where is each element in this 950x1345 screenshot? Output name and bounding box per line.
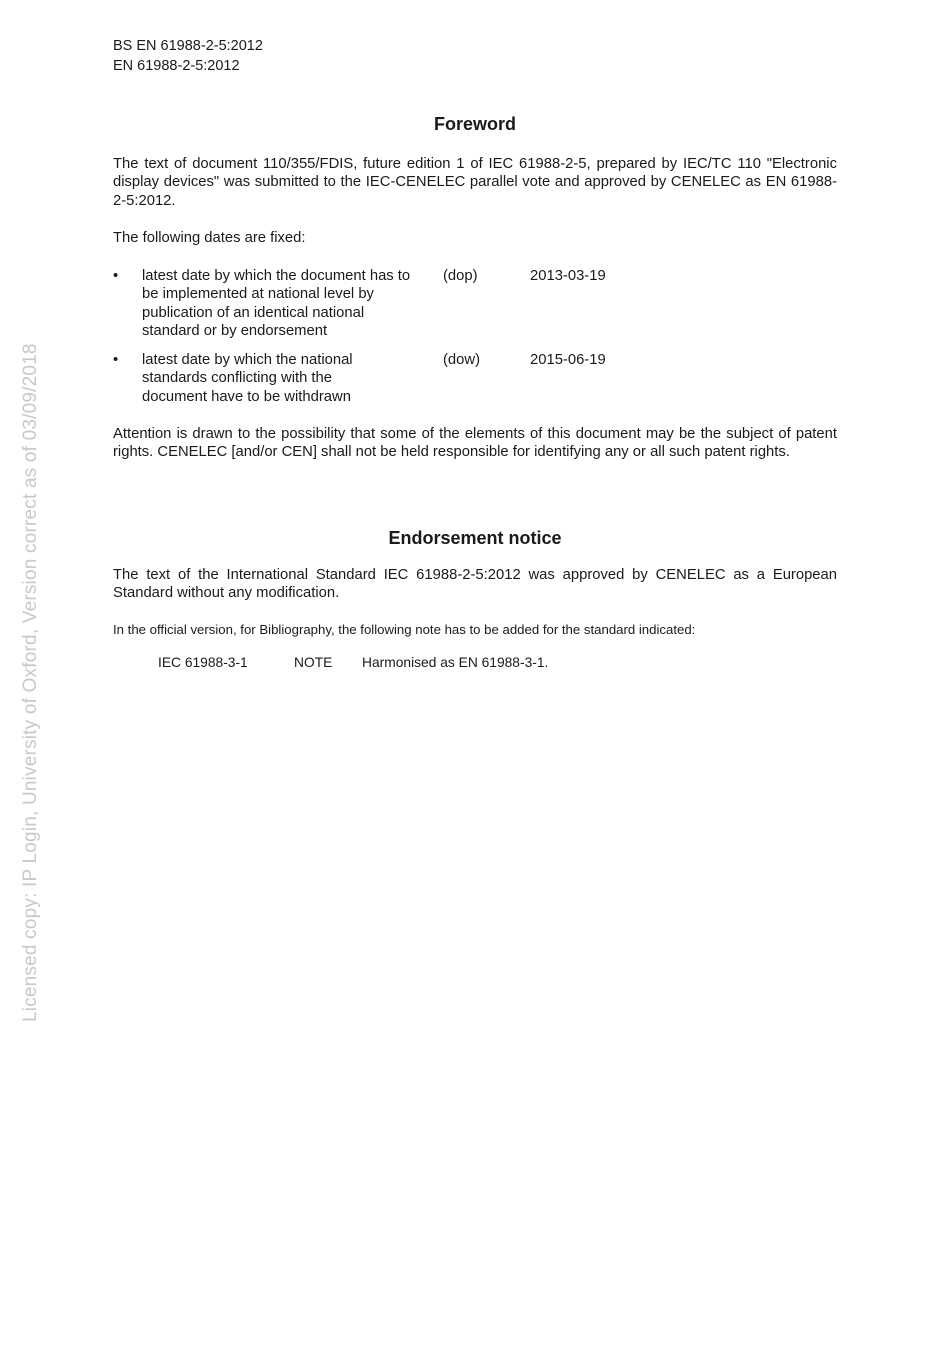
date-description: latest date by which the document has to be implemented at national level by publication of an identical national standard or by endorsement [142,268,411,340]
date-abbreviation: (dop) [443,268,478,284]
document-header [113,37,263,76]
date-value: 2015-06-19 [530,352,606,368]
note-text: Harmonised as EN 61988-3-1. [362,655,549,670]
foreword-intro: The text of document 110/355/FDIS, future edition 1 of IEC 61988-2-5, prepared by IEC/TC 110 "Electronic display devices" was submitted to the IEC-CENELEC parallel vote and approved by CENELEC as EN 61988-2-5:2012. [113,156,837,209]
date-description: latest date by which the national standards conflicting with the document have to be withdrawn [142,352,353,405]
foreword-title: Foreword [433,114,516,134]
bibliography-note [158,654,758,672]
header-standard-bs: BS EN 61988-2-5:2012 [113,38,263,54]
date-item-dop [113,267,837,341]
bullet-marker: • [113,352,119,368]
endorsement-title: Endorsement notice [388,528,562,548]
date-item-dow [113,351,837,407]
bibliography-intro: In the official version, for Bibliography, the following note has to be added for the standard indicated: [113,622,696,637]
header-standard-en: EN 61988-2-5:2012 [113,57,240,74]
date-abbreviation: (dow) [443,352,480,368]
note-standard: IEC 61988-3-1 [158,655,248,670]
dates-intro: The following dates are fixed: [113,230,306,246]
patent-attention: Attention is drawn to the possibility that some of the elements of this document may be the subject of patent rights. CENELEC [and/or CEN] shall not be held responsible for identifying any or all such patent rights. [113,426,837,461]
license-watermark: Licensed copy: IP Login, University of Oxford, Version correct as of 03/09/2018 [20,343,41,1022]
note-label: NOTE [294,655,333,670]
date-value: 2013-03-19 [530,268,606,284]
bullet-marker: • [113,268,119,284]
endorsement-text: The text of the International Standard IEC 61988-2-5:2012 was approved by CENELEC as a European Standard without any modification. [113,567,837,602]
